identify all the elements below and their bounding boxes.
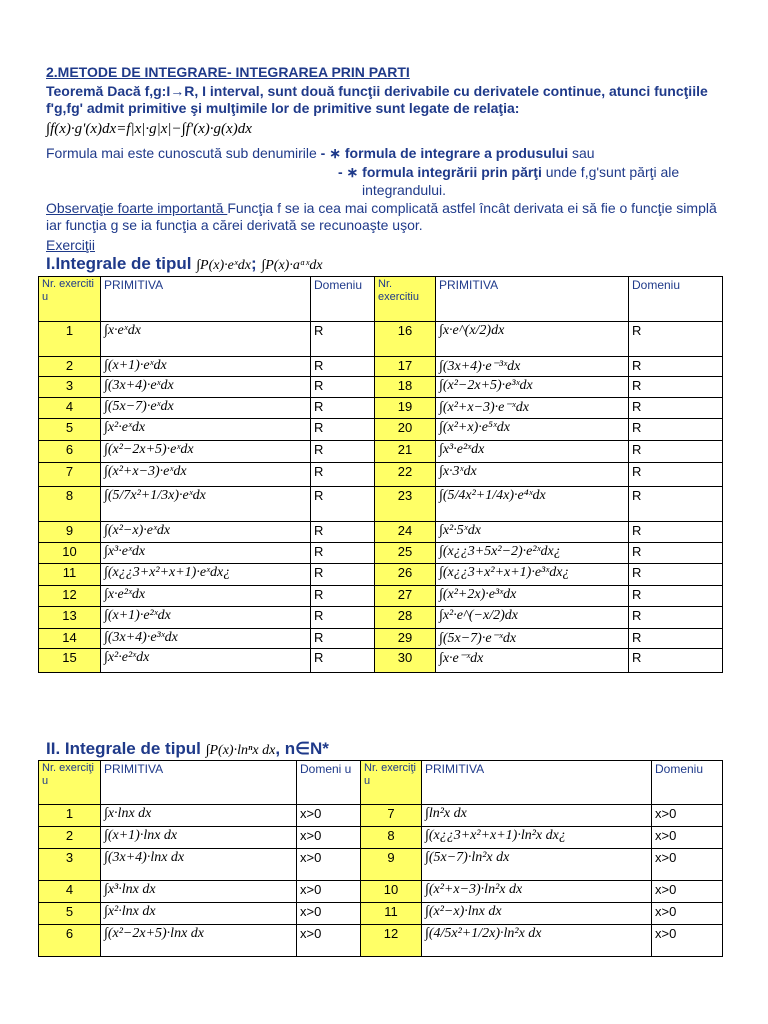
primitive-expression: ∫(5/7x²+1/3x)·eˣdx xyxy=(101,487,311,522)
domain-value: x>0 xyxy=(652,925,723,957)
exercise-number: 20 xyxy=(375,419,436,441)
primitive-expression: ∫(x¿¿3+x²+x+1)·e³ˣdx¿ xyxy=(436,564,629,586)
primitive-expression: ∫(5x−7)·e⁻ˣdx xyxy=(436,629,629,649)
table-header-row xyxy=(39,761,723,805)
header-nr: Nr. exerciţi u xyxy=(361,761,422,805)
primitive-expression: ∫x²·lnx dx xyxy=(101,903,297,925)
primitive-expression: ∫(x+1)·lnx dx xyxy=(101,827,297,849)
exercises-label: Exerciţii xyxy=(46,237,96,253)
exercise-number: 11 xyxy=(39,564,101,586)
domain-value: R xyxy=(629,586,723,607)
domain-value: R xyxy=(311,649,375,673)
domain-value: R xyxy=(629,419,723,441)
exercise-number: 15 xyxy=(39,649,101,673)
exercise-number: 2 xyxy=(39,827,101,849)
primitive-expression: ∫(x²−2x+5)·e³ˣdx xyxy=(436,377,629,398)
domain-value: R xyxy=(311,522,375,543)
primitive-expression: ∫x·3ˣdx xyxy=(436,463,629,487)
primitive-expression: ∫(3x+4)·lnx dx xyxy=(101,849,297,881)
domain-value: R xyxy=(629,398,723,419)
primitive-expression: ∫(x+1)·eˣdx xyxy=(101,357,311,377)
primitive-expression: ∫(x²−2x+5)·lnx dx xyxy=(101,925,297,957)
exercise-number: 10 xyxy=(39,543,101,564)
exercise-number: 8 xyxy=(39,487,101,522)
domain-value: x>0 xyxy=(297,925,361,957)
exercise-number: 1 xyxy=(39,322,101,357)
logarithmic-integrals-table xyxy=(38,760,723,957)
primitive-expression: ∫(x²+x−3)·e⁻ˣdx xyxy=(436,398,629,419)
primitive-expression: ∫(x²+x)·e⁵ˣdx xyxy=(436,419,629,441)
domain-value: R xyxy=(311,398,375,419)
primitive-expression: ∫(x¿¿3+5x²−2)·e²ˣdx¿ xyxy=(436,543,629,564)
domain-value: R xyxy=(311,419,375,441)
observation-paragraph xyxy=(46,200,736,234)
table-row xyxy=(39,607,723,629)
domain-value: x>0 xyxy=(652,849,723,881)
table-row xyxy=(39,925,723,957)
domain-value: R xyxy=(629,522,723,543)
domain-value: x>0 xyxy=(297,903,361,925)
section2-heading xyxy=(46,739,329,759)
domain-value: R xyxy=(629,357,723,377)
table-row xyxy=(39,903,723,925)
domain-value: R xyxy=(311,357,375,377)
domain-value: R xyxy=(629,629,723,649)
primitive-expression: ∫x²·e²ˣdx xyxy=(101,649,311,673)
table-row xyxy=(39,881,723,903)
table-row xyxy=(39,398,723,419)
exercise-number: 22 xyxy=(375,463,436,487)
exercise-number: 12 xyxy=(39,586,101,607)
header-domeniu: Domeni u xyxy=(297,761,361,805)
section2-heading-text: II. Integrale de tipul xyxy=(46,739,201,758)
header-domeniu: Domeniu xyxy=(629,277,723,322)
primitive-expression: ∫x·eˣdx xyxy=(101,322,311,357)
formula-names-line1 xyxy=(46,145,595,162)
table-row xyxy=(39,357,723,377)
domain-value: R xyxy=(311,487,375,522)
primitive-expression: ∫(x+1)·e²ˣdx xyxy=(101,607,311,629)
domain-value: x>0 xyxy=(652,881,723,903)
primitive-expression: ∫(x²−x)·eˣdx xyxy=(101,522,311,543)
logarithmic-table-body xyxy=(39,805,723,957)
primitive-expression: ∫(5x−7)·eˣdx xyxy=(101,398,311,419)
table-row xyxy=(39,564,723,586)
domain-value: R xyxy=(629,564,723,586)
exercise-number: 21 xyxy=(375,441,436,463)
formula-names-line3: integrandului. xyxy=(362,182,447,198)
formula-names-prefix: Formula mai este cunoscută sub denumirile xyxy=(46,145,317,161)
header-domeniu: Domeniu xyxy=(311,277,375,322)
section1-expr1: ∫P(x)·eˣdx xyxy=(196,258,252,273)
primitive-expression: ∫x³·eˣdx xyxy=(101,543,311,564)
domain-value: R xyxy=(629,377,723,398)
primitive-expression: ∫ln²x dx xyxy=(422,805,652,827)
exercise-number: 3 xyxy=(39,849,101,881)
primitive-expression: ∫x·e⁻ˣdx xyxy=(436,649,629,673)
section2-expr: ∫P(x)·lnⁿx dx xyxy=(205,743,276,758)
header-primitiva: PRIMITIVA xyxy=(422,761,652,805)
table-row xyxy=(39,649,723,673)
formula-name-product: - ∗ formula de integrare a produsului xyxy=(316,145,569,161)
domain-value: x>0 xyxy=(652,827,723,849)
table-row xyxy=(39,377,723,398)
exercise-number: 7 xyxy=(39,463,101,487)
exercise-number: 18 xyxy=(375,377,436,398)
exercise-number: 23 xyxy=(375,487,436,522)
section1-expr2: ∫P(x)·aᵅˣdx xyxy=(261,258,323,273)
exercise-number: 12 xyxy=(361,925,422,957)
primitive-expression: ∫x²·eˣdx xyxy=(101,419,311,441)
primitive-expression: ∫x·e^(x/2)dx xyxy=(436,322,629,357)
domain-value: R xyxy=(311,607,375,629)
domain-value: R xyxy=(629,487,723,522)
table-row xyxy=(39,849,723,881)
primitive-expression: ∫x³·lnx dx xyxy=(101,881,297,903)
exercise-number: 5 xyxy=(39,903,101,925)
header-primitiva: PRIMITIVA xyxy=(436,277,629,322)
table-row xyxy=(39,322,723,357)
table-row xyxy=(39,805,723,827)
header-nr: Nr. exerciti u xyxy=(39,277,101,322)
primitive-expression: ∫(3x+4)·e³ˣdx xyxy=(101,629,311,649)
integration-by-parts-formula: ∫f(x)·g'(x)dx=f|x|·g|x|−∫f'(x)·g(x)dx xyxy=(46,121,252,137)
exercise-number: 9 xyxy=(361,849,422,881)
header-nr: Nr. exerciţi u xyxy=(39,761,101,805)
domain-value: R xyxy=(629,649,723,673)
exercise-number: 8 xyxy=(361,827,422,849)
table-row xyxy=(39,463,723,487)
table-row xyxy=(39,827,723,849)
primitive-expression: ∫(4/5x²+1/2x)·ln²x dx xyxy=(422,925,652,957)
observation-text: Funcţia f se ia cea mai complicată astfel încât derivata ei să fie o funcţie simplă iar funcţia g se ia funcţia a cărei derivată se recunoaşte uşor. xyxy=(46,200,717,233)
domain-value: R xyxy=(311,543,375,564)
primitive-expression: ∫x³·e²ˣdx xyxy=(436,441,629,463)
primitive-expression: ∫x²·5ˣdx xyxy=(436,522,629,543)
domain-value: x>0 xyxy=(652,903,723,925)
exercise-number: 19 xyxy=(375,398,436,419)
domain-value: R xyxy=(311,586,375,607)
table-row xyxy=(39,543,723,564)
exponential-table-body xyxy=(39,322,723,673)
domain-value: R xyxy=(629,607,723,629)
exercise-number: 6 xyxy=(39,441,101,463)
primitive-expression: ∫x·e²ˣdx xyxy=(101,586,311,607)
domain-value: R xyxy=(311,629,375,649)
observation-label: Observaţie foarte importantă xyxy=(46,200,228,216)
domain-value: R xyxy=(311,441,375,463)
primitive-expression: ∫(x²−x)·lnx dx xyxy=(422,903,652,925)
exercise-number: 6 xyxy=(39,925,101,957)
section1-heading xyxy=(46,254,323,274)
primitive-expression: ∫(x²−2x+5)·eˣdx xyxy=(101,441,311,463)
section1-separator: ; xyxy=(251,254,257,273)
primitive-expression: ∫(3x+4)·eˣdx xyxy=(101,377,311,398)
domain-value: x>0 xyxy=(652,805,723,827)
primitive-expression: ∫(x¿¿3+x²+x+1)·eˣdx¿ xyxy=(101,564,311,586)
document-title: 2.METODE DE INTEGRARE- INTEGRAREA PRIN PARTI xyxy=(46,64,410,80)
section1-heading-text: I.Integrale de tipul xyxy=(46,254,192,273)
exercise-number: 10 xyxy=(361,881,422,903)
theorem-text: Teoremă Dacă f,g:I→R, I interval, sunt două funcţii derivabile cu derivatele continue, atunci funcţiile f'g,fg' admit primitive şi mulţimile lor de primitive sunt legate de relaţia: xyxy=(46,83,708,116)
exercise-number: 29 xyxy=(375,629,436,649)
exercise-number: 26 xyxy=(375,564,436,586)
domain-value: R xyxy=(311,377,375,398)
domain-value: R xyxy=(629,322,723,357)
exercise-number: 7 xyxy=(361,805,422,827)
exercise-number: 9 xyxy=(39,522,101,543)
domain-value: R xyxy=(311,564,375,586)
table-row xyxy=(39,419,723,441)
section2-suffix: , n∈N* xyxy=(275,739,329,758)
domain-value: R xyxy=(629,463,723,487)
primitive-expression: ∫(x²+x−3)·eˣdx xyxy=(101,463,311,487)
formula-names-suffix: sau xyxy=(568,145,595,161)
domain-value: x>0 xyxy=(297,881,361,903)
formula-name-parts: - ∗ formula integrării prin părţi xyxy=(338,164,542,180)
table-row xyxy=(39,522,723,543)
exponential-integrals-table xyxy=(38,276,723,673)
primitive-expression: ∫x·lnx dx xyxy=(101,805,297,827)
primitive-expression: ∫(x²+x−3)·ln²x dx xyxy=(422,881,652,903)
table-row xyxy=(39,487,723,522)
exercise-number: 4 xyxy=(39,398,101,419)
exercise-number: 3 xyxy=(39,377,101,398)
domain-value: x>0 xyxy=(297,805,361,827)
domain-value: x>0 xyxy=(297,849,361,881)
primitive-expression: ∫(x¿¿3+x²+x+1)·ln²x dx¿ xyxy=(422,827,652,849)
formula-names-line2 xyxy=(338,164,679,181)
primitive-expression: ∫(3x+4)·e⁻³ˣdx xyxy=(436,357,629,377)
header-primitiva: PRIMITIVA xyxy=(101,761,297,805)
domain-value: R xyxy=(629,543,723,564)
exercise-number: 25 xyxy=(375,543,436,564)
primitive-expression: ∫(x²+2x)·e³ˣdx xyxy=(436,586,629,607)
table-row xyxy=(39,629,723,649)
exercise-number: 14 xyxy=(39,629,101,649)
exercise-number: 11 xyxy=(361,903,422,925)
exercise-number: 24 xyxy=(375,522,436,543)
table-row xyxy=(39,586,723,607)
table-row xyxy=(39,441,723,463)
exercise-number: 13 xyxy=(39,607,101,629)
exercise-number: 2 xyxy=(39,357,101,377)
primitive-expression: ∫x²·e^(−x/2)dx xyxy=(436,607,629,629)
header-domeniu: Domeniu xyxy=(652,761,723,805)
exercise-number: 27 xyxy=(375,586,436,607)
formula-parts-suffix: unde f,g'sunt părţi ale xyxy=(541,164,680,180)
primitive-expression: ∫(5/4x²+1/4x)·e⁴ˣdx xyxy=(436,487,629,522)
exercise-number: 30 xyxy=(375,649,436,673)
exercise-number: 4 xyxy=(39,881,101,903)
exercise-number: 5 xyxy=(39,419,101,441)
exercise-number: 16 xyxy=(375,322,436,357)
domain-value: R xyxy=(311,463,375,487)
domain-value: R xyxy=(629,441,723,463)
domain-value: x>0 xyxy=(297,827,361,849)
domain-value: R xyxy=(311,322,375,357)
header-nr: Nr. exercitiu xyxy=(375,277,436,322)
exercise-number: 28 xyxy=(375,607,436,629)
primitive-expression: ∫(5x−7)·ln²x dx xyxy=(422,849,652,881)
exercise-number: 1 xyxy=(39,805,101,827)
header-primitiva: PRIMITIVA xyxy=(101,277,311,322)
table-header-row xyxy=(39,277,723,322)
exercise-number: 17 xyxy=(375,357,436,377)
